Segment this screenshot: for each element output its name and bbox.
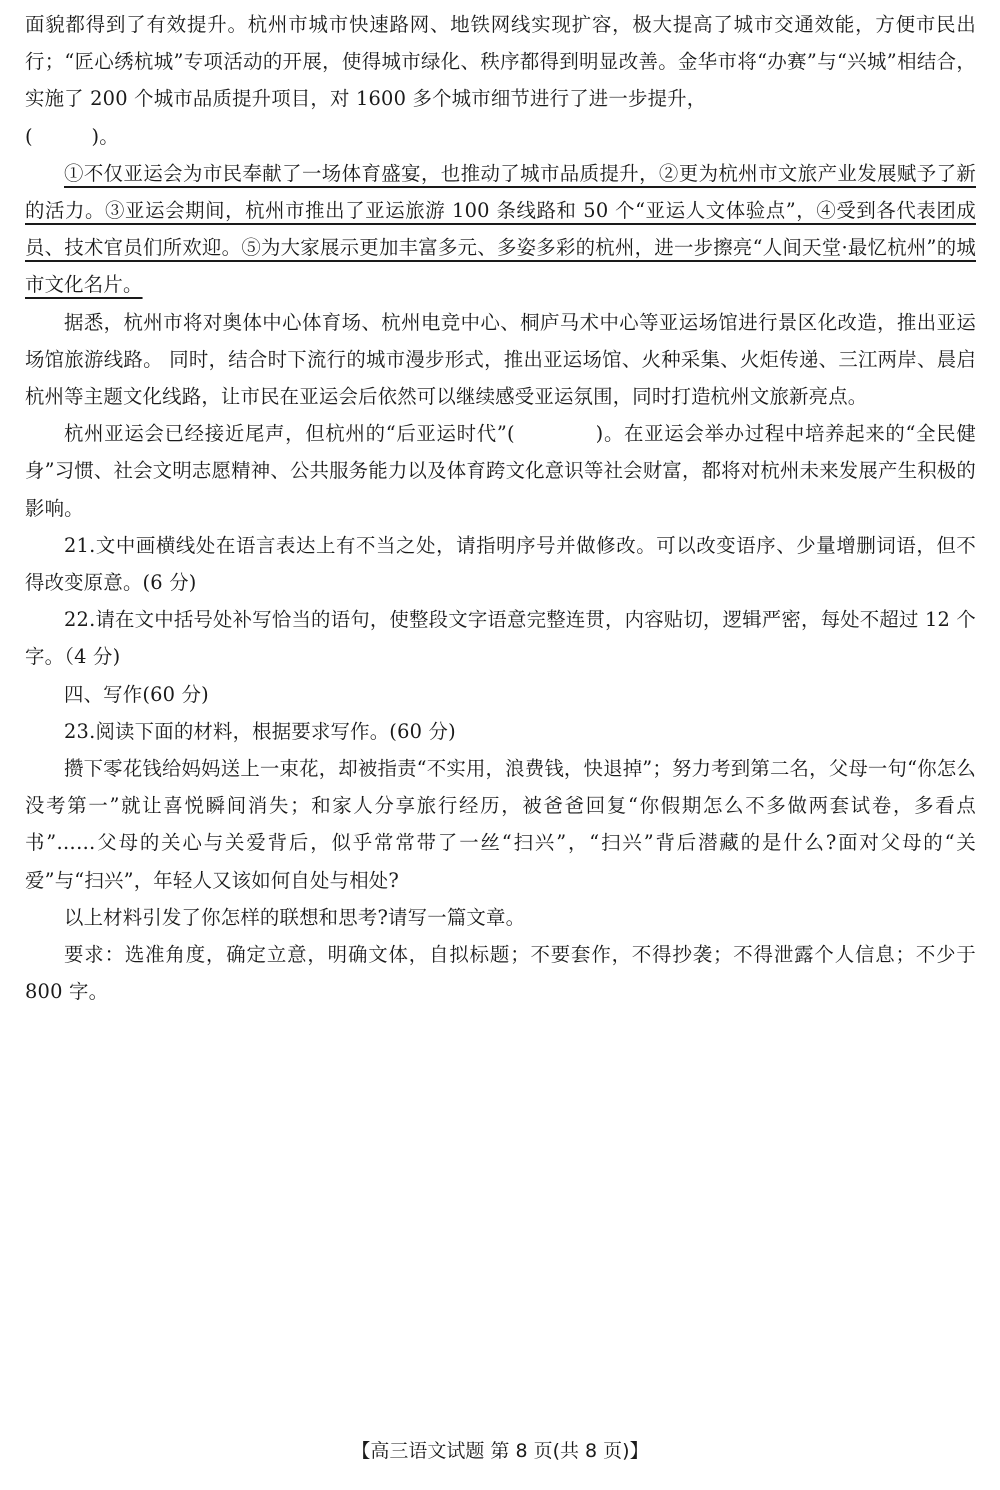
paragraph-post-asian-games [25, 415, 976, 527]
section-heading-writing: 四、写作(60 分) [64, 682, 209, 706]
paragraph-text: 据悉，杭州市将对奥体中心体育场、杭州电竞中心、桐庐马术中心等亚运场馆进行景区化改造，推出亚运场馆旅游线路。 同时，结合时下流行的城市漫步形式，推出亚运场馆、火种采集、火炬传递、三江两岸、晨启杭州等主题文化线路，让市民在亚运会后依然可以继续感受亚运氛围，同时打造杭州文旅新亮点。 [25, 310, 976, 409]
paragraph-venue-tourism [25, 304, 976, 416]
question-text: 文中画横线处在语言表达上有不当之处，请指明序号并做修改。可以改变语序、少量增删词语，但不得改变原意。(6 分) [25, 533, 976, 595]
question-text: 阅读下面的材料，根据要求写作。(60 分) [95, 719, 456, 743]
page-footer: 【高三语文试题 第 8 页(共 8 页)】 [351, 1440, 649, 1462]
paragraph-underlined-passage [25, 155, 976, 304]
underlined-text: ①不仅亚运会为市民奉献了一场体育盛宴，也推动了城市品质提升，②更为杭州市文旅产业发展赋予了新的活力。③亚运会期间，杭州市推出了亚运旅游 100 条线路和 50 个“亚运人文体验点”，④受到各代表团成员、技术官员们所欢迎。⑤为大家展示更加丰富多元、多姿多彩的杭州，进一步擦亮“人间天堂·最忆杭州”的城市文化名片。 [25, 161, 976, 297]
writing-prompt: 以上材料引发了你怎样的联想和思考?请写一篇文章。 [64, 905, 526, 929]
exam-page [25, 6, 976, 1010]
writing-requirements: 要求：选准角度，确定立意，明确文体，自拟标题；不要套作，不得抄袭；不得泄露个人信息；不少于 800 字。 [25, 943, 976, 1004]
question-number: 23. [64, 719, 96, 743]
question-text: 请在文中括号处补写恰当的语句，使整段文字语意完整连贯，内容贴切，逻辑严密，每处不超过 12 个字。（4 分) [25, 608, 976, 669]
question-21 [25, 527, 976, 601]
question-22 [25, 601, 976, 675]
answer-blank-1: ( )。 [25, 124, 119, 148]
paragraph-text-before: 杭州亚运会已经接近尾声，但杭州的“后亚运时代” [64, 422, 507, 446]
paragraph-text-after: 。在亚运会举办过程中培养起来的“全民健身”习惯、社会文明志愿精神、公共服务能力以及体育跨文化意识等社会财富，都将对杭州未来发展产生积极的影响。 [25, 422, 976, 520]
question-number: 21. [64, 533, 96, 557]
question-number: 22. [64, 608, 96, 632]
answer-blank-2: ( ) [506, 422, 604, 446]
writing-material: 攒下零花钱给妈妈送上一束花，却被指责“不实用，浪费钱，快退掉”；努力考到第二名，父母一句“你怎么没考第一”就让喜悦瞬间消失；和家人分享旅行经历，被爸爸回复“你假期怎么不多做两套试卷，多看点书”……父母的关心与关爱背后，似乎常常带了一丝“扫兴”，“扫兴”背后潜藏的是什么?面对父母的“关爱”与“扫兴”，年轻人又该如何自处与相处? [25, 757, 976, 892]
question-23 [25, 713, 976, 750]
paragraph-text: 面貌都得到了有效提升。杭州市城市快速路网、地铁网线实现扩容，极大提高了城市交通效能，方便市民出行；“匠心绣杭城”专项活动的开展，使得城市绿化、秩序都得到明显改善。金华市将“办赛”与“兴城”相结合，实施了 200 个城市品质提升项目，对 1600 多个城市细节进行了进一步提升， [25, 13, 976, 111]
paragraph-city-improvement [25, 6, 976, 155]
